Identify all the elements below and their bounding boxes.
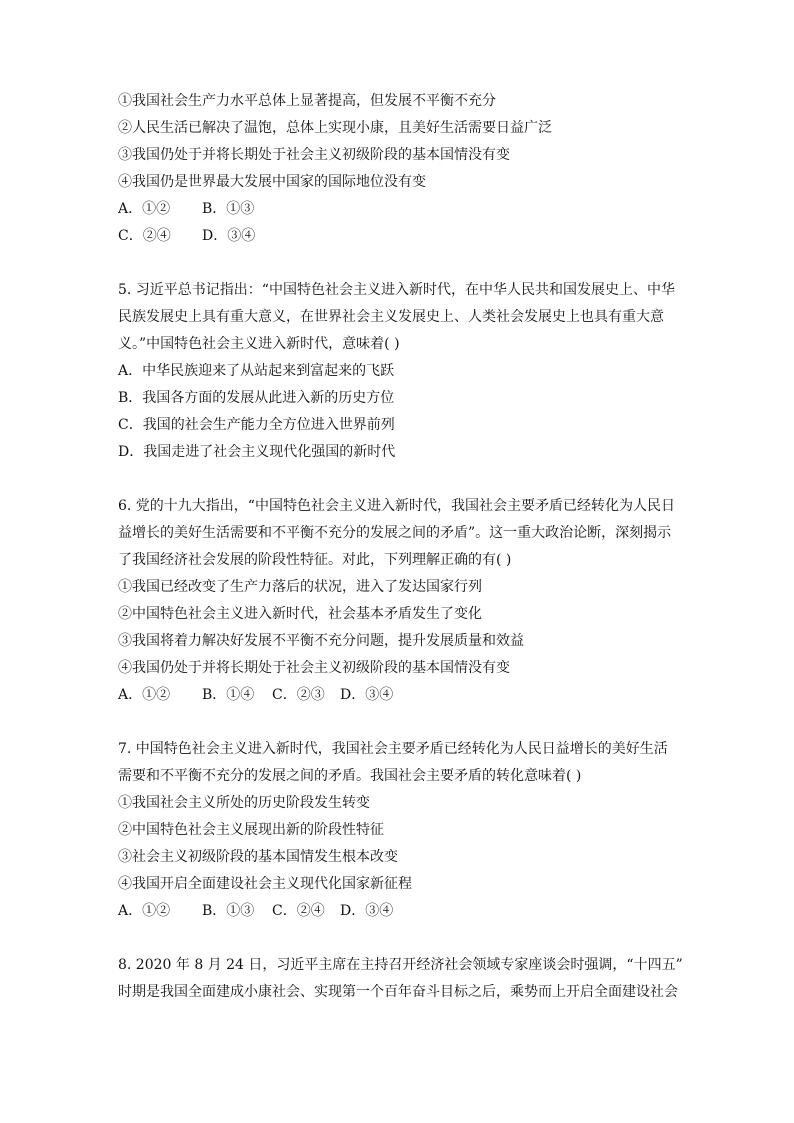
statement-4: ④我国开启全面建设社会主义现代化国家新征程 xyxy=(118,876,412,892)
statement-3: ③社会主义初级阶段的基本国情发生根本改变 xyxy=(118,849,398,865)
answer-options xyxy=(118,686,678,704)
statement-1: ①我国社会生产力水平总体上显著提高，但发展不平衡不充分 xyxy=(118,93,496,109)
option-c[interactable]: C．②④ xyxy=(118,228,171,244)
answer-options-row-1 xyxy=(118,200,678,218)
option-a[interactable]: A．中华民族迎来了从站起来到富起来的飞跃 xyxy=(118,363,395,379)
document-page xyxy=(118,92,683,1001)
option-a[interactable]: A．①② xyxy=(118,903,171,919)
question-5-stem-line-3: 义。”中国特色社会主义进入新时代，意味着( ) xyxy=(118,336,400,352)
question-6-stem-line-3: 了我国经济社会发展的阶段性特征。对此，下列理解正确的有( ) xyxy=(118,552,512,568)
option-d[interactable]: D．③④ xyxy=(202,228,256,244)
option-b[interactable]: B．①③ xyxy=(202,903,255,919)
option-d[interactable]: D．③④ xyxy=(340,687,394,703)
option-c[interactable]: C．②③ xyxy=(272,687,325,703)
question-7 xyxy=(118,740,678,920)
question-6 xyxy=(118,497,678,704)
statement-2: ②人民生活已解决了温饱，总体上实现小康，且美好生活需要日益广泛 xyxy=(118,120,552,136)
option-c[interactable]: C．②④ xyxy=(272,903,325,919)
option-b[interactable]: B．①③ xyxy=(202,201,255,217)
option-a[interactable]: A．①② xyxy=(118,687,171,703)
option-d[interactable]: D．③④ xyxy=(340,903,394,919)
statement-1: ①我国已经改变了生产力落后的状况，进入了发达国家行列 xyxy=(118,579,482,595)
statement-3: ③我国仍处于并将长期处于社会主义初级阶段的基本国情没有变 xyxy=(118,147,510,163)
statement-1: ①我国社会主义所处的历史阶段发生转变 xyxy=(118,795,370,811)
question-5 xyxy=(118,281,678,461)
statement-2: ②中国特色社会主义展现出新的阶段性特征 xyxy=(118,822,384,838)
question-5-stem-line-1: 5. 习近平总书记指出：“中国特色社会主义进入新时代，在中华人民共和国发展史上、中华 xyxy=(118,282,675,298)
statement-4: ④我国仍是世界最大发展中国家的国际地位没有变 xyxy=(118,174,426,190)
option-a[interactable]: A．①② xyxy=(118,201,171,217)
answer-options-row-2 xyxy=(118,227,678,245)
option-b[interactable]: B．我国各方面的发展从此进入新的历史方位 xyxy=(118,390,395,406)
statement-4: ④我国仍处于并将长期处于社会主义初级阶段的基本国情没有变 xyxy=(118,660,510,676)
statement-3: ③我国将着力解决好发展不平衡不充分问题，提升发展质量和效益 xyxy=(118,633,524,649)
statement-2: ②中国特色社会主义进入新时代，社会基本矛盾发生了变化 xyxy=(118,606,482,622)
question-6-stem-line-2: 益增长的美好生活需要和不平衡不充分的发展之间的矛盾”。这一重大政治论断，深刻揭示 xyxy=(118,525,672,541)
option-c[interactable]: C．我国的社会生产能力全方位进入世界前列 xyxy=(118,417,395,433)
question-8 xyxy=(118,956,683,1001)
option-d[interactable]: D．我国走进了社会主义现代化强国的新时代 xyxy=(118,444,396,460)
question-8-stem-line-2: 时期是我国全面建成小康社会、实现第一个百年奋斗目标之后，乘势而上开启全面建设社会 xyxy=(118,984,678,1000)
question-6-stem-line-1: 6. 党的十九大指出，“中国特色社会主义进入新时代，我国社会主要矛盾已经转化为人民日 xyxy=(118,498,675,514)
question-8-stem-line-1: 8. 2020 年 8 月 24 日，习近平主席在主持召开经济社会领域专家座谈会时强调，“十四五” xyxy=(118,957,683,973)
question-7-stem-line-2: 需要和不平衡不充分的发展之间的矛盾。我国社会主要矛盾的转化意味着( ) xyxy=(118,768,582,784)
question-4-continuation xyxy=(118,92,678,245)
question-5-stem-line-2: 民族发展史上具有重大意义，在世界社会主义发展史上、人类社会发展史上也具有重大意 xyxy=(118,309,664,325)
question-7-stem-line-1: 7. 中国特色社会主义进入新时代，我国社会主要矛盾已经转化为人民日益增长的美好生活 xyxy=(118,741,668,757)
answer-options xyxy=(118,902,678,920)
option-b[interactable]: B．①④ xyxy=(202,687,255,703)
